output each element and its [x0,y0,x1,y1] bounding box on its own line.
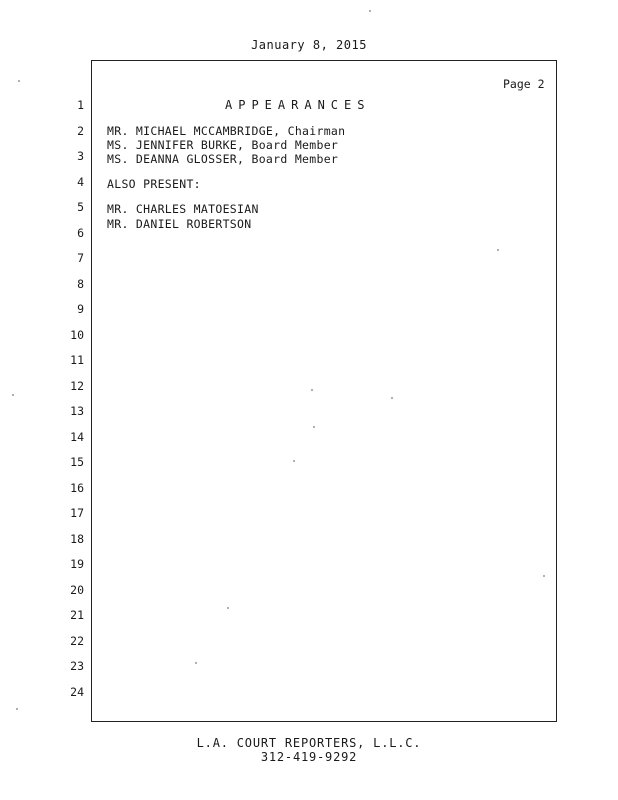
scan-speck [391,397,393,399]
attendee-robertson: MR. DANIEL ROBERTSON [107,217,252,231]
line-number: 21 [70,608,84,622]
board-member-burke: MS. JENNIFER BURKE, Board Member [107,138,339,152]
line-number: 9 [77,302,84,316]
appearances-heading: APPEARANCES [225,98,371,112]
line-number: 8 [77,276,84,291]
line-number: 24 [70,684,84,699]
scan-speck [369,10,371,12]
page-label: Page 2 [503,77,545,91]
line-number: 19 [70,557,84,571]
board-member-glosser: MS. DEANNA GLOSSER, Board Member [107,152,339,166]
line-number: 17 [70,506,84,520]
line-number: 15 [70,455,84,469]
line-number: 5 [77,200,84,214]
attendee-matoesian: MR. CHARLES MATOESIAN [107,202,259,216]
scan-speck [12,394,14,396]
board-member-chairman: MR. MICHAEL MCCAMBRIDGE, Chairman [107,124,346,138]
line-number: 22 [70,633,84,648]
line-number: 20 [70,582,84,597]
line-number: 4 [77,174,84,189]
scan-speck [16,708,18,710]
line-numbers [62,97,84,709]
footer-company: L.A. COURT REPORTERS, L.L.C. [196,736,422,750]
scan-speck [313,426,315,428]
scan-speck [497,249,499,251]
line-number: 1 [77,98,84,112]
scan-speck [18,80,20,82]
line-number: 7 [77,251,84,265]
also-present-label: ALSO PRESENT: [107,177,201,191]
scan-speck [227,607,229,609]
scan-speck [195,662,197,664]
line-number: 12 [70,378,84,393]
scan-speck [311,389,313,391]
line-number: 10 [70,327,84,342]
date-header: January 8, 2015 [251,38,367,52]
line-number: 16 [70,480,84,495]
line-number: 13 [70,404,84,418]
scan-speck [293,460,295,462]
line-number: 6 [77,225,84,240]
line-number: 2 [77,123,84,138]
line-number: 11 [70,353,84,367]
scan-speck [543,575,545,577]
line-number: 3 [77,149,84,163]
line-number: 18 [70,531,84,546]
footer-phone: 312-419-9292 [260,750,358,764]
line-number: 23 [70,659,84,673]
line-number: 14 [70,429,84,444]
